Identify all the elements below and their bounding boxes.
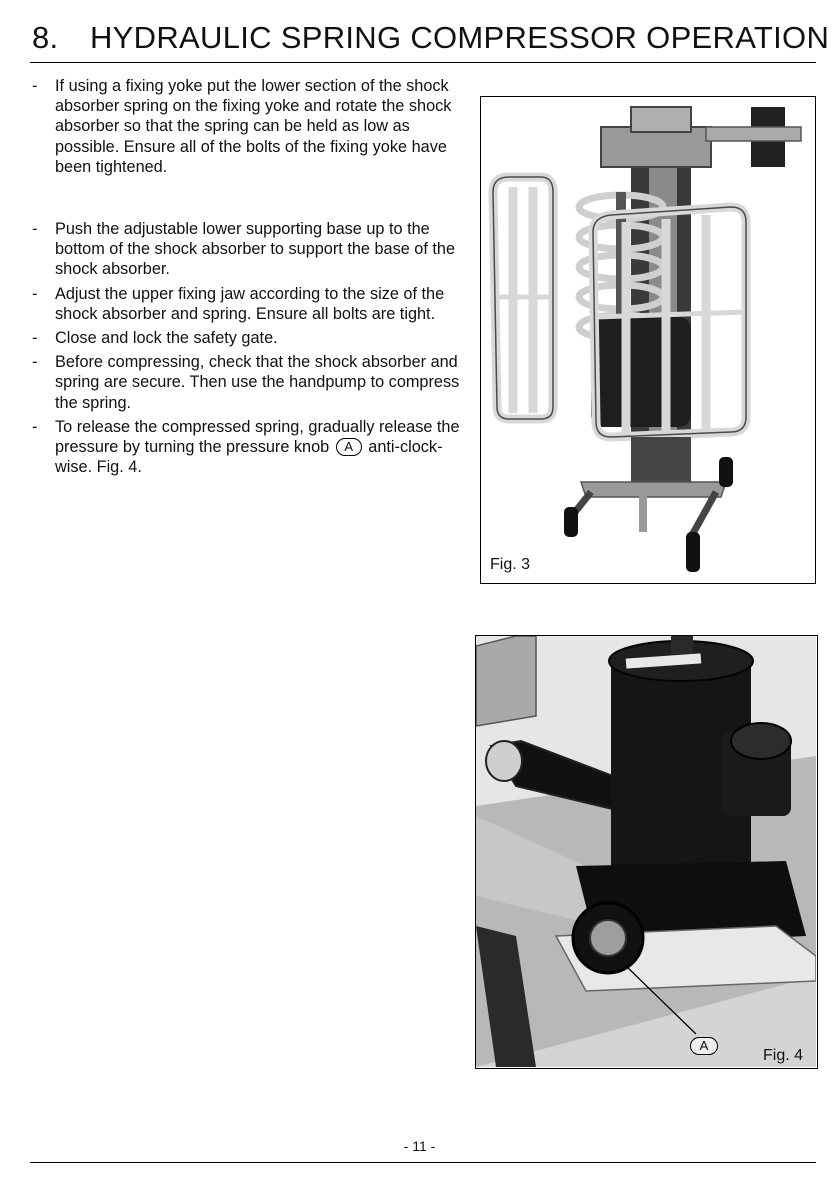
instruction-item: - Close and lock the safety gate.	[30, 328, 460, 348]
callout-a-label: A	[690, 1037, 718, 1055]
instruction-item: - Push the adjustable lower supporting base up to the bottom of the shock absorber to support the base of the shock absorber.	[30, 219, 460, 280]
figure-3	[480, 96, 816, 584]
section-title: HYDRAULIC SPRING COMPRESSOR OPERATION	[90, 20, 830, 55]
footer-rule	[30, 1162, 816, 1163]
spring-compressor-photo	[481, 97, 814, 582]
figure-4-caption: Fig. 4	[762, 1047, 803, 1064]
instruction-text: anti-clock-wise. Fig. 4.	[55, 438, 443, 477]
instruction-item	[30, 417, 460, 478]
instruction-item: - Before compressing, check that the shock absorber and spring are secure. Then use the handpump to compress the spring.	[30, 352, 460, 413]
section-number: 8.	[32, 20, 59, 55]
instruction-item: - Adjust the upper fixing jaw according to the size of the shock absorber and spring. Ensure all bolts are tight.	[30, 284, 460, 324]
callout-a-marker: A	[336, 438, 362, 456]
pressure-pump-photo	[476, 636, 816, 1067]
header-rule	[30, 62, 816, 63]
figure-4	[475, 635, 818, 1069]
instruction-item: - If using a fixing yoke put the lower section of the shock absorber spring on the fixing yoke and rotate the shock absorber so that the spring can be held as low as possible. Ensure all of the bolts of the fixing yoke have been tightened.	[30, 76, 460, 177]
instruction-list	[30, 76, 460, 481]
instruction-text: To release the compressed spring, gradually release the pressure by turning the pressure knob	[55, 417, 460, 457]
page-number: - 11 -	[403, 1138, 436, 1154]
figure-3-caption: Fig. 3	[490, 556, 531, 573]
page-title	[32, 20, 829, 56]
